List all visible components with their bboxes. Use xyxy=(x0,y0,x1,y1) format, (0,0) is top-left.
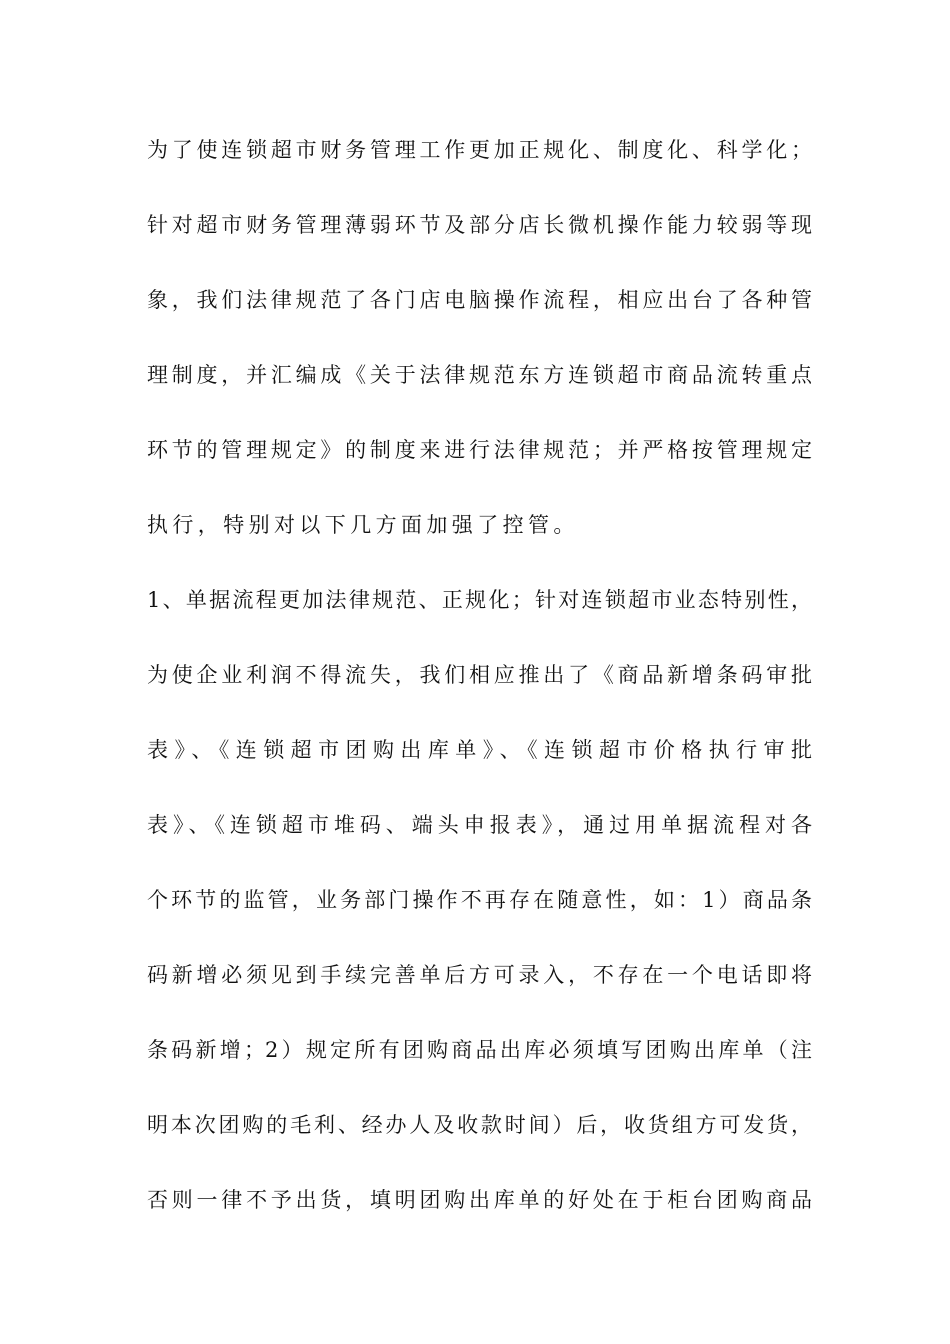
paragraph-line-6: 执行，特别对以下几方面加强了控管。 xyxy=(147,513,579,537)
list-item-1-line-7: 条码新增；2）规定所有团购商品出库必须填写团购出库单（注 xyxy=(147,1038,812,1062)
list-item-1-line-8: 明本次团购的毛利、经办人及收款时间）后，收货组方可发货， xyxy=(147,1113,812,1137)
list-item-1-line-1: 1、单据流程更加法律规范、正规化；针对连锁超市业态特别性， xyxy=(147,588,812,612)
paragraph-line-4: 理制度，并汇编成《关于法律规范东方连锁超市商品流转重点 xyxy=(147,363,812,387)
paragraph-line-3: 象，我们法律规范了各门店电脑操作流程，相应出台了各种管 xyxy=(147,288,812,312)
list-item-1-line-2: 为使企业利润不得流失，我们相应推出了《商品新增条码审批 xyxy=(147,663,812,687)
list-item-1-line-3: 表》、《连锁超市团购出库单》、《连锁超市价格执行审批 xyxy=(147,738,812,762)
paragraph-line-5: 环节的管理规定》的制度来进行法律规范；并严格按管理规定 xyxy=(147,438,812,462)
paragraph-line-1: 为了使连锁超市财务管理工作更加正规化、制度化、科学化； xyxy=(147,138,812,162)
list-item-1-line-9: 否则一律不予出货，填明团购出库单的好处在于柜台团购商品 xyxy=(147,1188,812,1212)
list-item-1-line-6: 码新增必须见到手续完善单后方可录入，不存在一个电话即将 xyxy=(147,963,812,987)
list-item-1-line-5: 个环节的监管，业务部门操作不再存在随意性，如：1）商品条 xyxy=(147,888,812,912)
paragraph-line-2: 针对超市财务管理薄弱环节及部分店长微机操作能力较弱等现 xyxy=(147,213,812,237)
list-item-1-line-4: 表》、《连锁超市堆码、端头申报表》，通过用单据流程对各 xyxy=(147,813,812,837)
